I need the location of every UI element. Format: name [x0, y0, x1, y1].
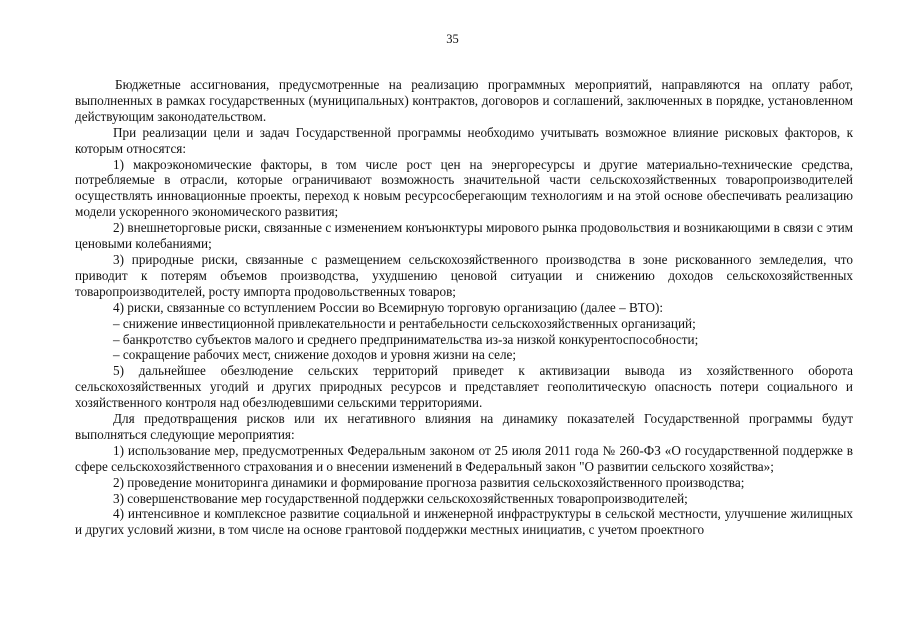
page-number: 35	[446, 32, 459, 46]
measure-item-monitoring: 2) проведение мониторинга динамики и формирование прогноза развития сельскохозяйственного производства;	[113, 474, 745, 490]
list-item-foreign-trade-risks: 2) внешнеторговые риски, связанные с изменением конъюнктуры мирового рынка продовольствия и возникающими в связи с этим ценовыми колебаниями;	[75, 220, 853, 252]
list-item-natural-risks: 3) природные риски, связанные с размещением сельскохозяйственного производства в зоне рискованного земледелия, что приводит к потерям объемов производства, ухудшению ценовой ситуации и снижению доходов сельскохозяйственных товаропроизводителей, росту импорта продовольственных товаров;	[75, 251, 853, 299]
document-body	[75, 77, 853, 538]
list-item-wto-risks: 4) риски, связанные со вступлением России во Всемирную торговую организацию (далее – ВТО):	[113, 299, 664, 315]
measure-item-insurance-law: 1) использование мер, предусмотренных Федеральным законом от 25 июля 2011 года № 260-ФЗ «О государственной поддержке в сфере сельскохозяйственного страхования и о внесении изменений в Федеральный закон "О развитии сельского хозяйства»;	[75, 442, 853, 474]
paragraph-risk-factors-intro: При реализации цели и задач Государственной программы необходимо учитывать возможное влияние рисковых факторов, к которым относятся:	[75, 124, 853, 156]
sub-item-investment-attractiveness: – снижение инвестиционной привлекательности и рентабельности сельскохозяйственных организаций;	[113, 315, 696, 331]
measure-item-state-support: 3) совершенствование мер государственной поддержки сельскохозяйственных товаропроизводителей;	[113, 490, 688, 506]
sub-item-job-reduction: – сокращение рабочих мест, снижение доходов и уровня жизни на селе;	[113, 347, 517, 363]
paragraph-measures-intro: Для предотвращения рисков или их негативного влияния на динамику показателей Государственной программы будут выполняться следующие мероприятия:	[75, 411, 853, 442]
paragraph-budget-allocations: Бюджетные ассигнования, предусмотренные на реализацию программных мероприятий, направляются на оплату работ, выполненных в рамках государственных (муниципальных) контрактов, договоров и соглашений, заключенных в порядке, установленном действующим законодательством.	[75, 77, 853, 124]
sub-item-bankruptcy: – банкротство субъектов малого и среднего предпринимательства из-за низкой конкурентоспособности;	[113, 331, 699, 347]
measure-item-rural-infrastructure: 4) интенсивное и комплексное развитие социальной и инженерной инфраструктуры в сельской местности, улучшение жилищных и других условий жизни, в том числе на основе грантовой поддержки местных инициатив, с учетом проектного	[75, 506, 853, 538]
list-item-depopulation: 5) дальнейшее обезлюдение сельских территорий приведет к активизации вывода из хозяйственного оборота сельскохозяйственных угодий и других природных ресурсов и представляет геополитическую опасность потери социального и хозяйственного контроля над обезлюдевшими сельскими территориями.	[75, 363, 853, 411]
list-item-macroeconomic-factors: 1) макроэкономические факторы, в том числе рост цен на энергоресурсы и другие материально-технические средства, потребляемые в отрасли, которые ограничивают возможность значительной части сельскохозяйственных товаропроизводителей осуществлять инновационные проекты, переход к новым ресурсосберегающим технологиям и на этой основе обеспечивать реализацию модели ускоренного экономического развития;	[75, 156, 853, 220]
